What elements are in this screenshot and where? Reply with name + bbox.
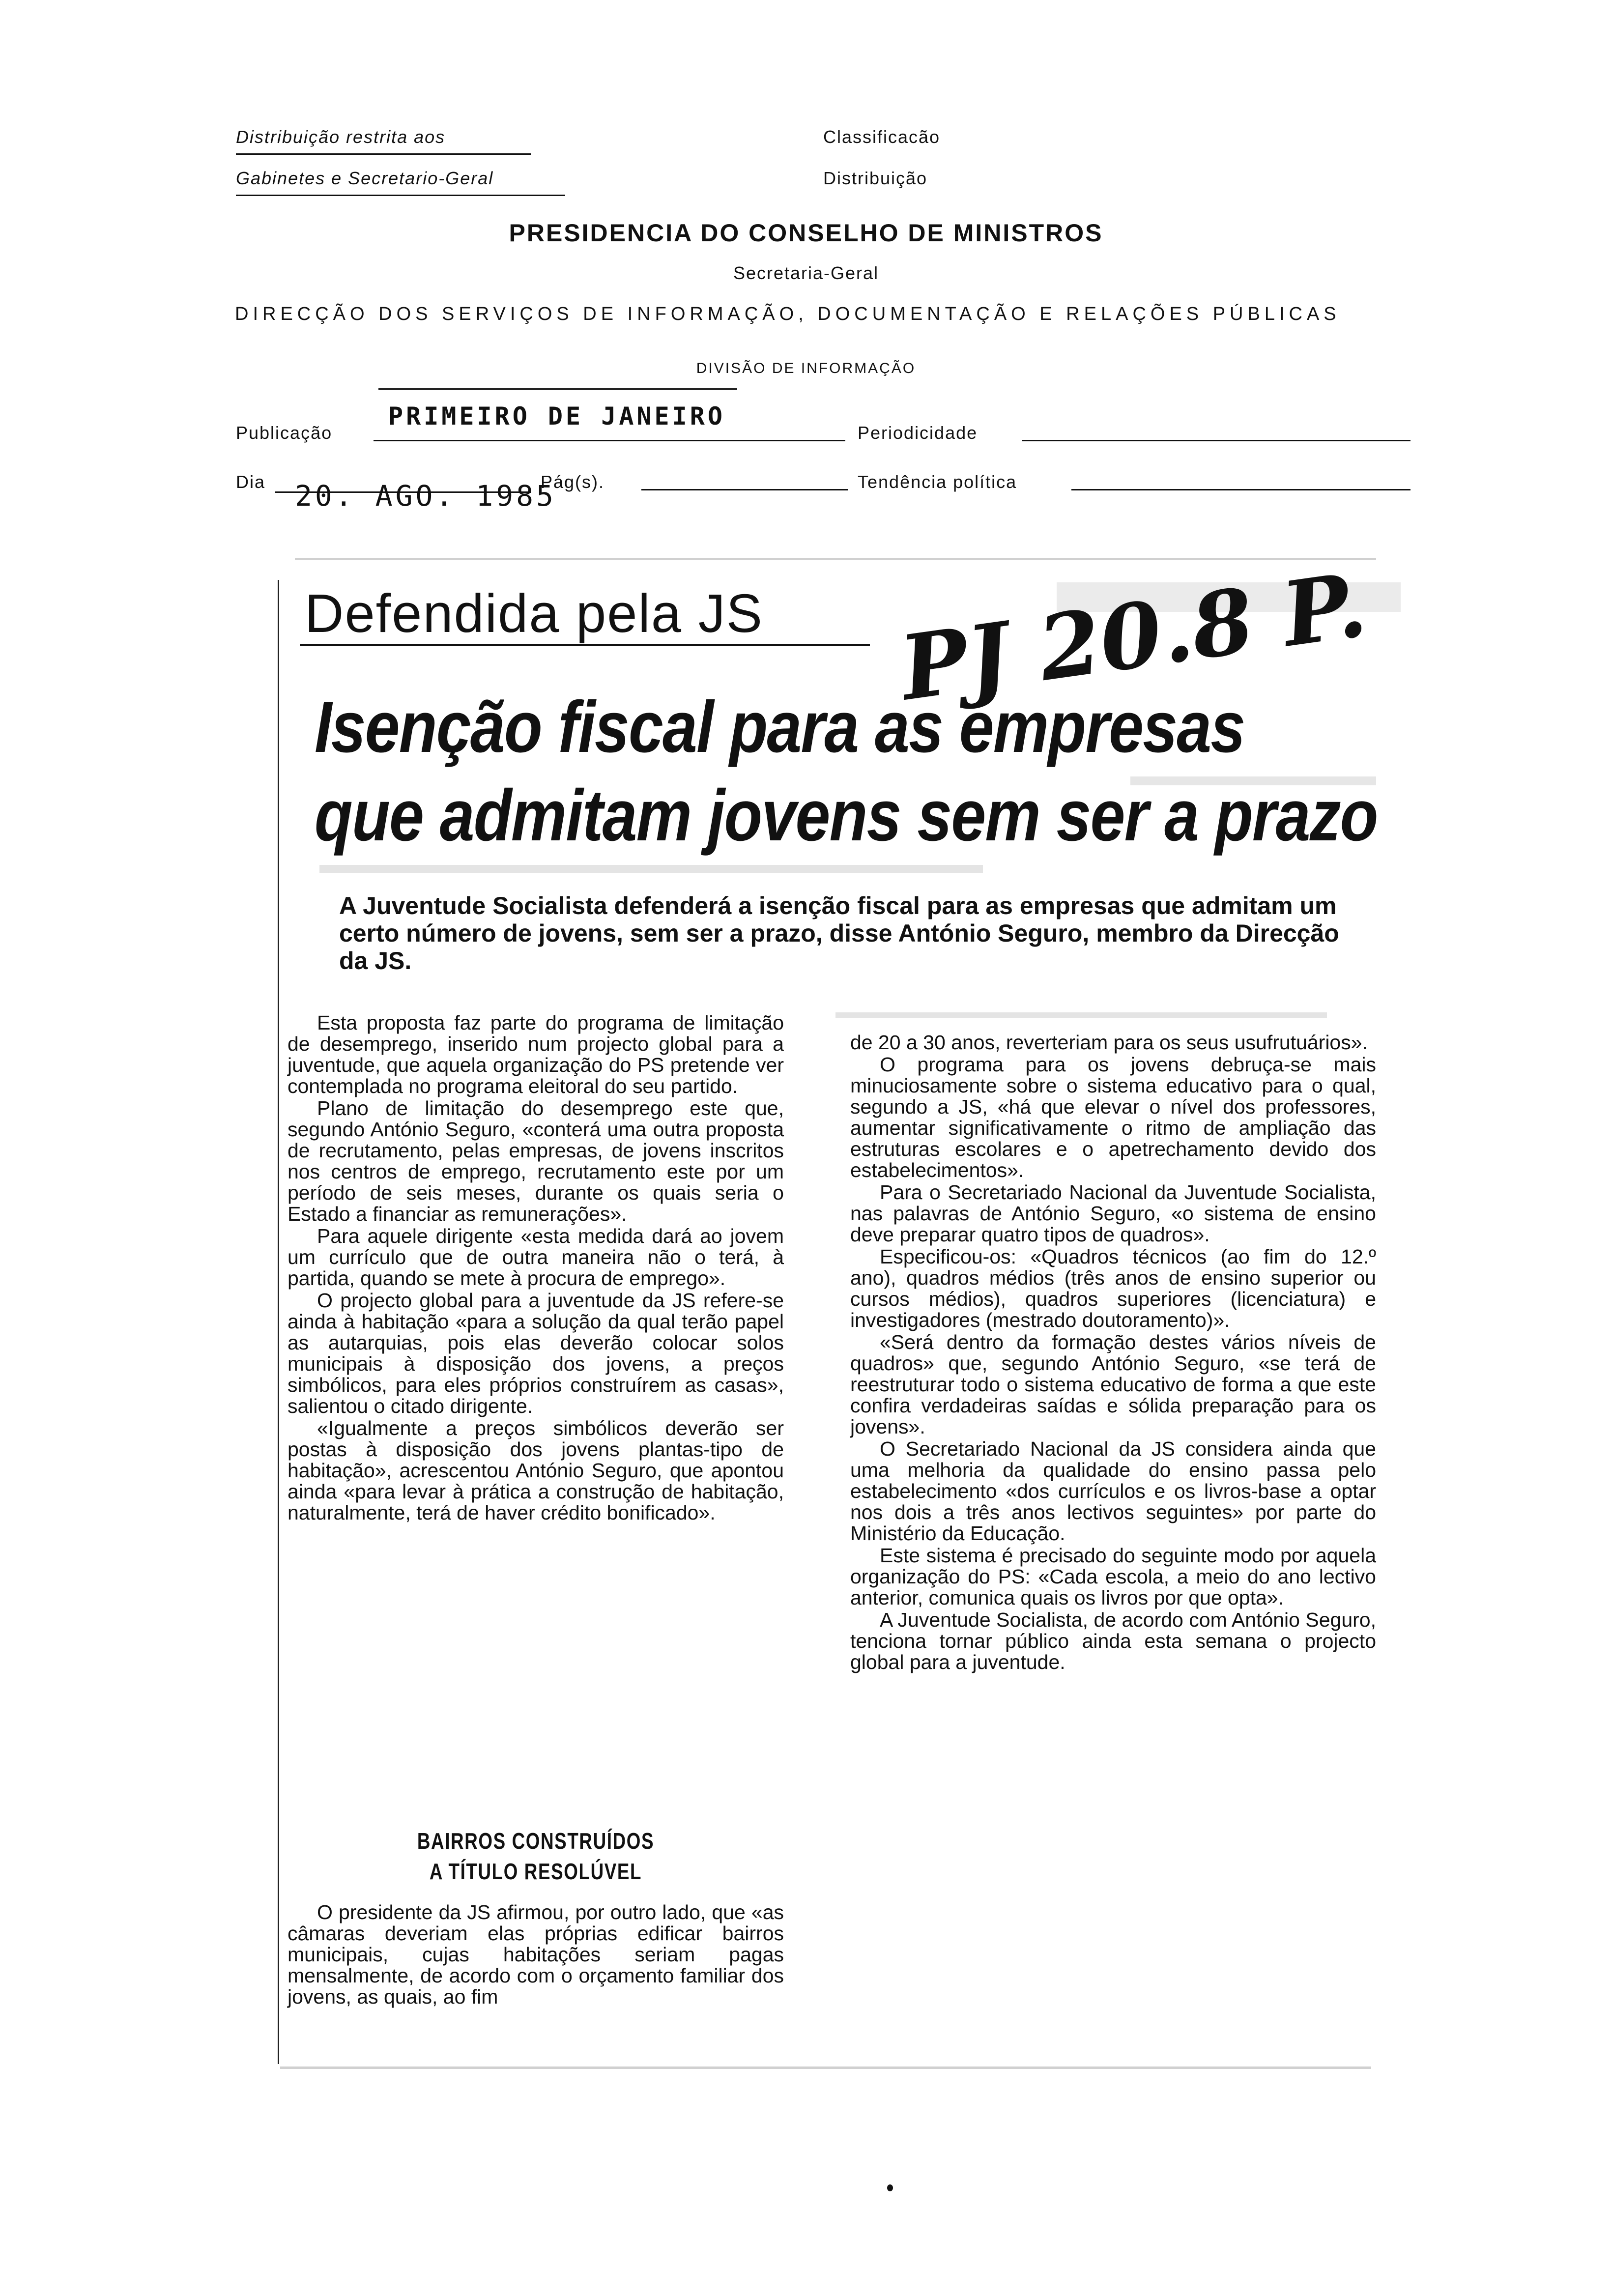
paragraph: O Secretariado Nacional da JS considera ainda que uma melhoria da qualidade do ensino passa pelo estabelecimento «dos currículos e os livros-base a optar nos dois a três anos lectivos seguintes» por parte do Ministério da Educação. bbox=[850, 1437, 1376, 1545]
paragraph: «Será dentro da formação destes vários níveis de quadros» que, segundo António Seguro, «se terá de reestruturar todo o sistema educativo de forma a que este confira verdadeiras saídas e sólida preparação para os jovens». bbox=[850, 1331, 1376, 1438]
pages-line bbox=[641, 489, 848, 490]
publication-stamp: PRIMEIRO DE JANEIRO bbox=[388, 402, 725, 430]
publication-line bbox=[374, 440, 845, 441]
paragraph: Para aquele dirigente «esta medida dará ao jovem um currículo que de outra maneira não o terá, à partida, quando se mete à procura de emprego». bbox=[288, 1225, 784, 1290]
paragraph: «Igualmente a preços simbólicos deverão ser postas à disposição dos jovens plantas-tipo de habitação», acrescentou António Seguro, que apontou ainda «para levar à prática a construção de habitação, naturalmente, terá de haver crédito bonificado». bbox=[288, 1417, 784, 1524]
paragraph: Plano de limitação do desemprego este que, segundo António Seguro, «conterá uma outra proposta de recrutamento, pelas empresas, de jovens inscritos nos centros de emprego, recrutamento este por um período de seis meses, durante os quais seria o Estado a financiar as remunerações». bbox=[288, 1097, 784, 1225]
pages-label: Pág(s). bbox=[541, 472, 605, 492]
paragraph: Para o Secretariado Nacional da Juventude Socialista, nas palavras de António Seguro, «o sistema de ensino deve preparar quatro tipos de quadros». bbox=[850, 1181, 1376, 1246]
article-column-1-continued bbox=[288, 1902, 784, 2009]
periodicity-label: Periodicidade bbox=[858, 423, 978, 443]
scan-noise bbox=[319, 865, 983, 873]
article-column-2 bbox=[850, 1032, 1376, 1674]
stamp-frame bbox=[378, 388, 737, 390]
headline-line-1: Isenção fiscal para as empresas bbox=[315, 687, 1245, 768]
kicker-underline bbox=[300, 644, 870, 646]
clipping-edge bbox=[278, 580, 279, 2064]
paragraph: Este sistema é precisado do seguinte modo por aquela organização do PS: «Cada escola, a meio do ano lectivo anterior, comunica quais os livros por que opta». bbox=[850, 1544, 1376, 1609]
paragraph: O programa para os jovens debruça-se mais minuciosamente sobre o sistema educativo para o qual, segundo a JS, «há que elevar o nível dos professores, aumentar significativamente o ritmo de ampliação das estruturas escolares e o apetrechamento devido dos estabelecimentos». bbox=[850, 1053, 1376, 1181]
paragraph: Esta proposta faz parte do programa de limitação de desemprego, inserido num projecto global para a juventude, que aquela organização do PS pretende ver contemplada no programa eleitoral do seu partido. bbox=[288, 1011, 784, 1097]
scan-noise bbox=[295, 558, 1376, 560]
subhead-line-2: A TÍTULO RESOLÚVEL bbox=[429, 1859, 642, 1884]
ministry-title: PRESIDENCIA DO CONSELHO DE MINISTROS bbox=[509, 219, 1103, 247]
handwritten-annotation: PJ 20.8 P. bbox=[894, 552, 1373, 721]
divider bbox=[236, 195, 565, 196]
article-column-1 bbox=[288, 1012, 784, 1524]
publication-label: Publicação bbox=[236, 423, 333, 443]
headline-line-2: que admitam jovens sem ser a prazo bbox=[315, 775, 1378, 856]
section-subhead bbox=[337, 1826, 734, 1887]
tendency-label: Tendência política bbox=[858, 472, 1017, 492]
paragraph: O projecto global para a juventude da JS refere-se ainda à habitação «para a solução da qual terão papel as autarquias, pois elas deverão colocar solos municipais à disposição dos jovens, a preços simbólicos, para eles próprios construírem as casas», salientou o citado dirigente. bbox=[288, 1289, 784, 1417]
scan-noise bbox=[835, 1012, 1327, 1018]
day-label: Dia bbox=[236, 472, 266, 492]
article-kicker: Defendida pela JS bbox=[305, 583, 763, 644]
classification-label: Classificacão bbox=[823, 127, 941, 147]
division-title: DIVISÃO DE INFORMAÇÃO bbox=[696, 360, 916, 376]
subhead-line-1: BAIRROS CONSTRUÍDOS bbox=[417, 1828, 655, 1854]
periodicity-line bbox=[1022, 440, 1410, 441]
scan-noise bbox=[280, 2066, 1371, 2069]
distribution-restricted: Distribuição restrita aos bbox=[236, 127, 446, 147]
distribution-label: Distribuição bbox=[823, 168, 928, 188]
scan-speck bbox=[887, 2184, 893, 2191]
direction-title: DIRECÇÃO DOS SERVIÇOS DE INFORMAÇÃO, DOCUMENTAÇÃO E RELAÇÕES PÚBLICAS bbox=[235, 304, 1341, 324]
day-line bbox=[275, 491, 531, 493]
paragraph: A Juventude Socialista, de acordo com António Seguro, tenciona tornar público ainda esta semana o projecto global para a juventude. bbox=[850, 1608, 1376, 1673]
day-stamp: 20. AGO. 1985 bbox=[295, 479, 556, 513]
article-lede: A Juventude Socialista defenderá a isenção fiscal para as empresas que admitam um certo número de jovens, sem ser a prazo, disse António Seguro, membro da Direcção da JS. bbox=[339, 892, 1339, 975]
tendency-line bbox=[1071, 489, 1410, 490]
paragraph: O presidente da JS afirmou, por outro lado, que «as câmaras deveriam elas próprias edificar bairros municipais, cujas habitações seriam pagas mensalmente, de acordo com o orçamento familiar dos jovens, as quais, ao fim bbox=[288, 1901, 784, 2008]
paragraph: Especificou-os: «Quadros técnicos (ao fim do 12.º ano), quadros médios (três anos de ensino superior ou cursos médios), quadros superiores (licenciatura) e investigadores (mestrado doutoramento)». bbox=[850, 1245, 1376, 1331]
secretariat-subtitle: Secretaria-Geral bbox=[733, 263, 879, 283]
divider bbox=[236, 153, 531, 155]
distribution-recipients: Gabinetes e Secretario-Geral bbox=[236, 168, 494, 188]
paragraph: de 20 a 30 anos, reverteriam para os seus usufrutuários». bbox=[850, 1031, 1368, 1054]
